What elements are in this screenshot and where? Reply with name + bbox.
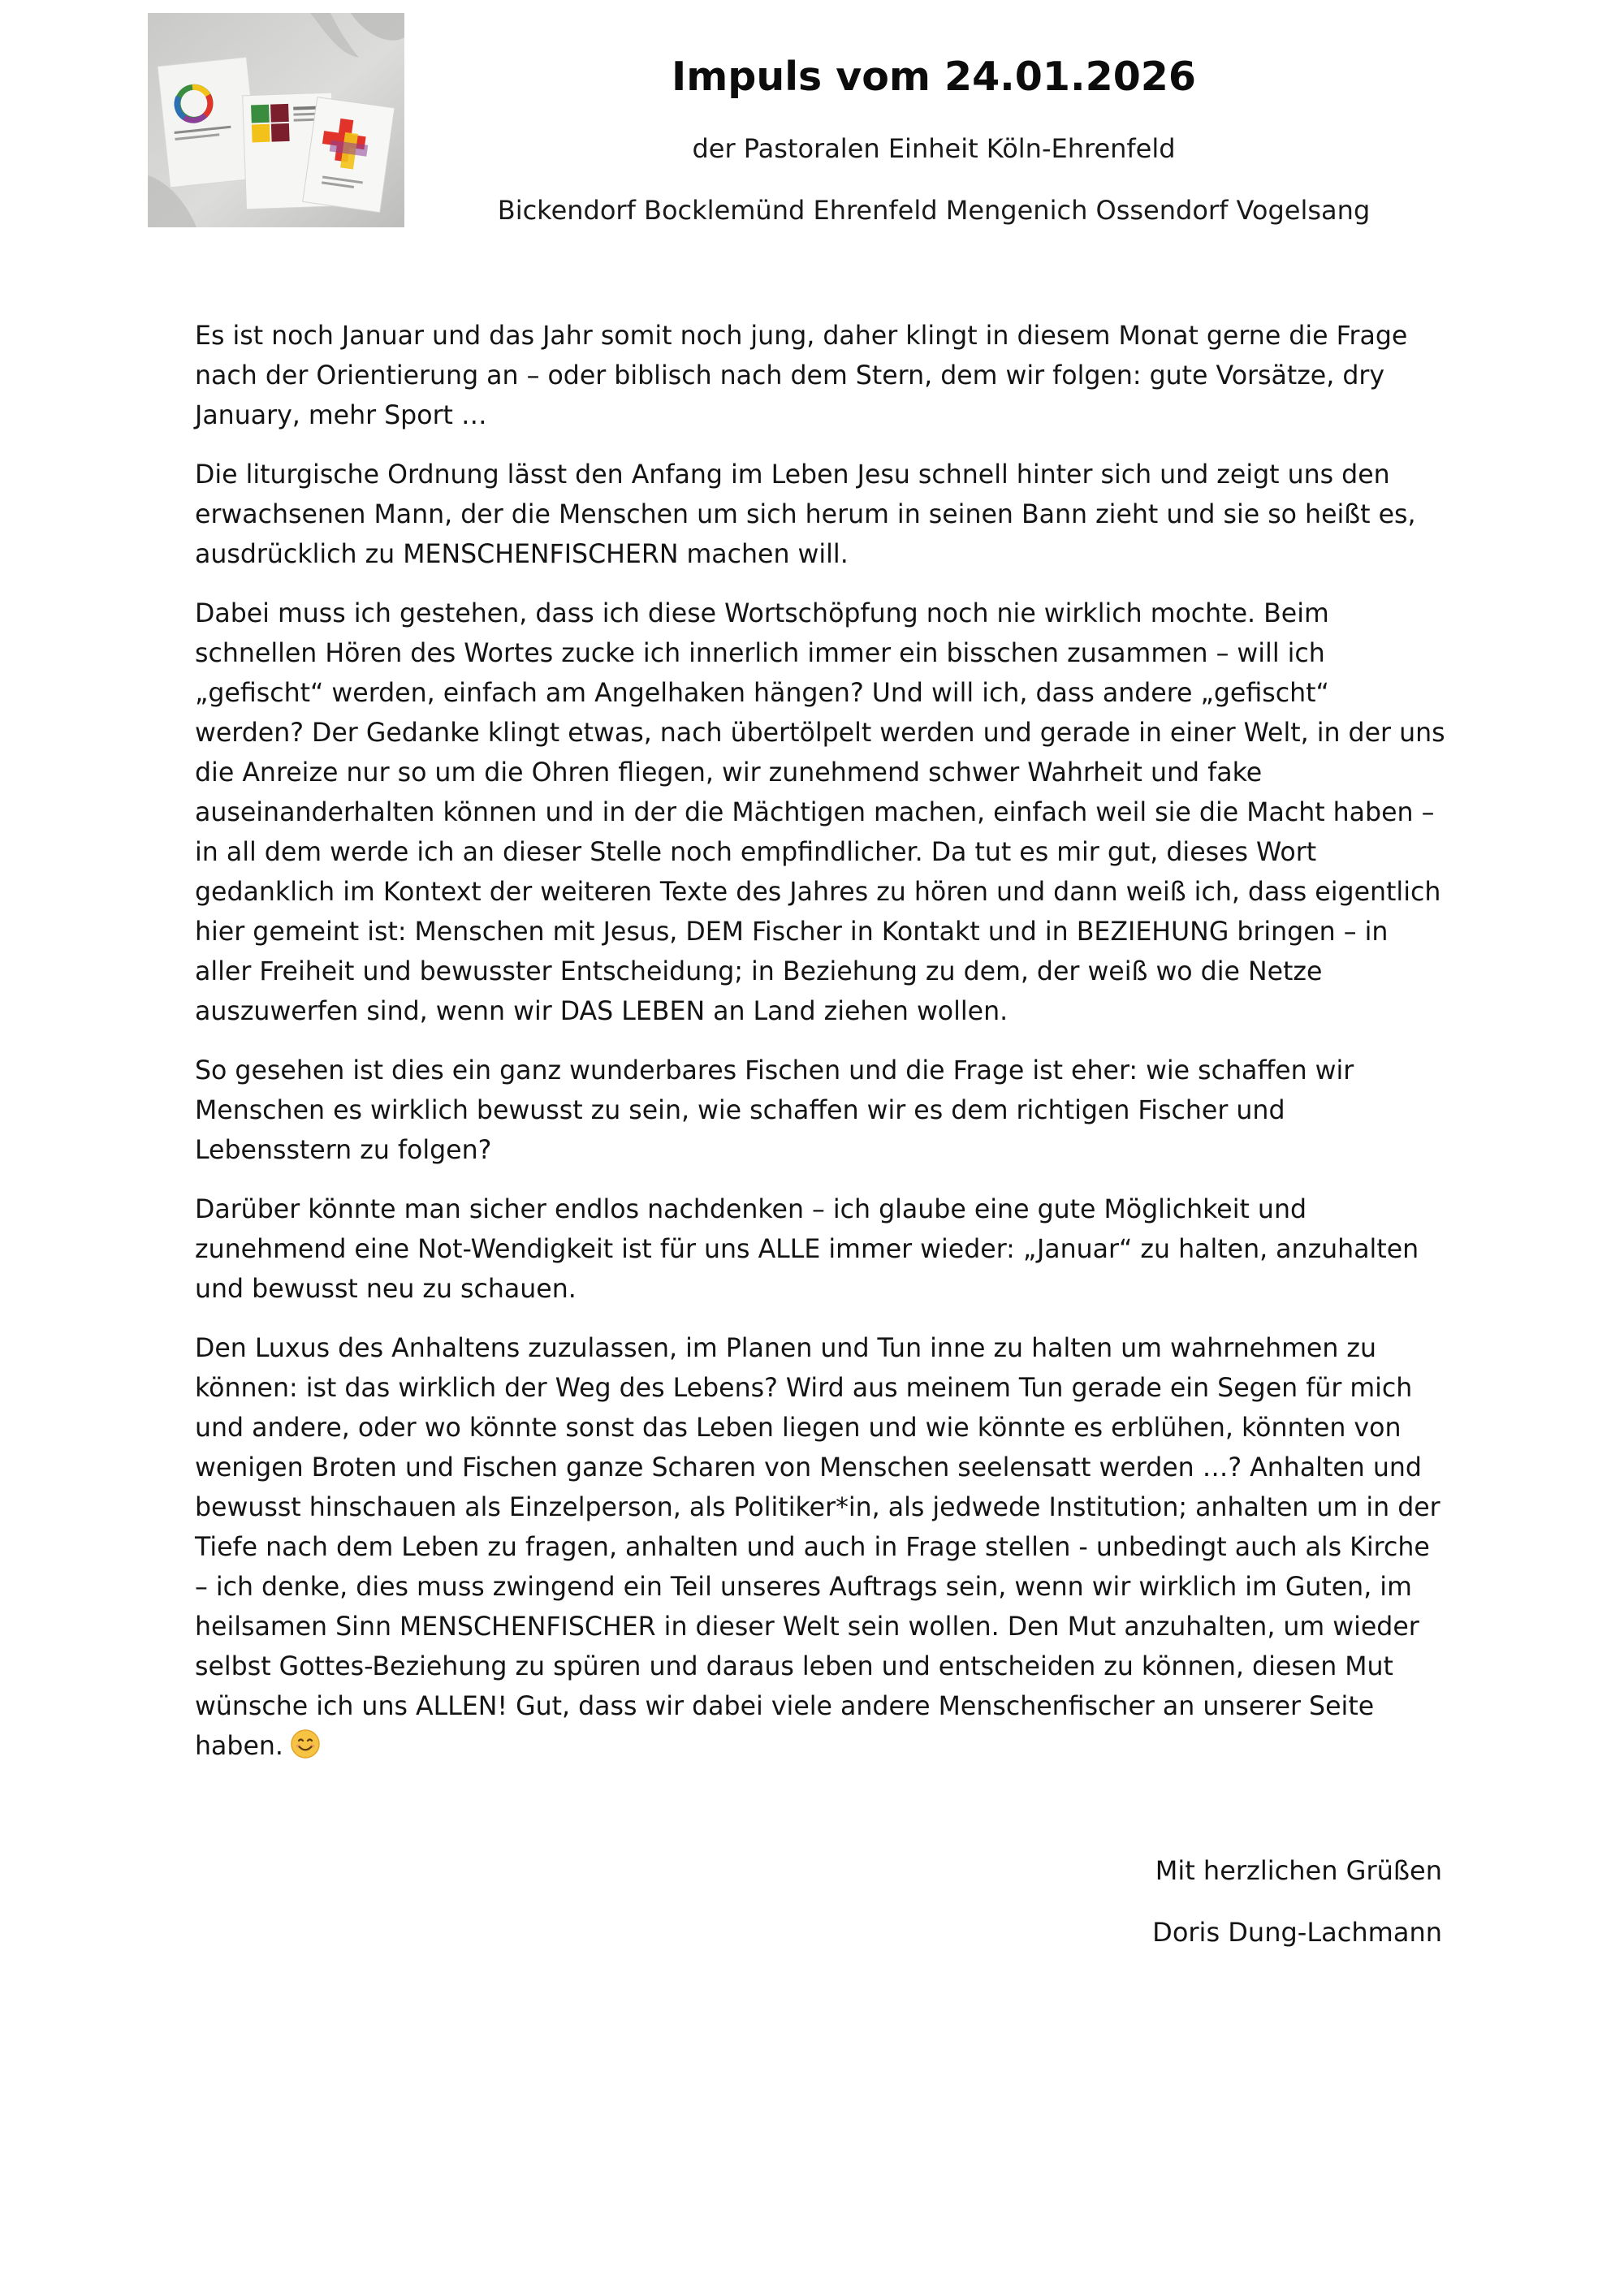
paragraph-1: Es ist noch Januar und das Jahr somit noch jung, daher klingt in diesem Monat gerne die Frage nach der Orientierung an – oder biblisch nach dem Stern, dem wir folgen: gute Vorsätze, dry January, mehr Sport … xyxy=(195,322,1408,430)
smiling-face-icon xyxy=(290,1728,321,1759)
closing-greeting: Mit herzlichen Grüßen xyxy=(1155,1855,1442,1886)
subtitle-pastoral-unit: der Pastoralen Einheit Köln-Ehrenfeld xyxy=(692,133,1176,164)
paragraph-6-wrapper xyxy=(195,1329,1445,1767)
paragraph-5: Darüber könnte man sicher endlos nachdenken – ich glaube eine gute Möglichkeit und zunehmend eine Not-Wendigkeit ist für uns ALLE immer wieder: „Januar“ zu halten, anzuhalten und bewusst neu zu schauen. xyxy=(195,1195,1419,1304)
paragraph-3: Dabei muss ich gestehen, dass ich diese Wortschöpfung noch nie wirklich mochte. Beim schnellen Hören des Wortes zucke ich innerlich immer ein bisschen zusammen – will ich „gefischt“ werden, einfach am Angelhaken hängen? Und will ich, dass andere „gefischt“ werden? Der Gedanke klingt etwas, nach übertölpelt werden und gerade in einer Welt, in der uns die Anreize nur so um die Ohren fliegen, wir zunehmend schwer Wahrheit und fake auseinanderhalten können und in der die Mächtigen machen, einfach weil sie die Macht haben – in all dem werde ich an dieser Stelle noch empfindlicher. Da tut es mir gut, dieses Wort gedanklich im Kontext der weiteren Texte des Jahres zu hören und dann weiß ich, dass eigentlich hier gemeint ist: Menschen mit Jesus, DEM Fischer in Kontakt und in BEZIEHUNG bringen – in aller Freiheit und bewusster Entscheidung; in Beziehung zu dem, der weiß wo die Netze auszuwerfen sind, wenn wir DAS LEBEN an Land ziehen wollen. xyxy=(195,599,1445,1026)
parish-logo xyxy=(148,13,404,227)
paragraph-6: Den Luxus des Anhaltens zuzulassen, im Planen und Tun inne zu halten um wahrnehmen zu können: ist das wirklich der Weg des Lebens? Wird aus meinem Tun gerade ein Segen für mich und andere, oder wo könnte sonst das Leben liegen und wie könnte es erblühen, könnten von wenigen Broten und Fischen ganze Scharen von Menschen seelensatt werden …? Anhalten und bewusst hinschauen als Einzelperson, als Politiker*in, als jedwede Institution; anhalten um in der Tiefe nach dem Leben zu fragen, anhalten und auch in Frage stellen - unbedingt auch als Kirche – ich denke, dies muss zwingend ein Teil unseres Auftrags sein, wenn wir wirklich im Guten, im heilsamen Sinn MENSCHENFISCHER in dieser Welt sein wollen. Den Mut anzuhalten, um wieder selbst Gottes-Beziehung zu spüren und daraus leben und entscheiden zu können, diesen Mut wünsche ich uns ALLEN! Gut, dass wir dabei viele andere Menschenfischer an unserer Seite haben. xyxy=(195,1334,1440,1761)
author-name: Doris Dung-Lachmann xyxy=(1152,1917,1442,1948)
brochures-image xyxy=(148,13,404,227)
page-title: Impuls vom 24.01.2026 xyxy=(672,54,1196,100)
paragraph-4: So gesehen ist dies ein ganz wunderbares Fischen und die Frage ist eher: wie schaffen wir Menschen es wirklich bewusst zu sein, wie schaffen wir es dem richtigen Fischer und Lebensstern zu folgen? xyxy=(195,1056,1354,1165)
closing-block xyxy=(1152,1851,1442,1974)
subtitle-parishes: Bickendorf Bocklemünd Ehrenfeld Mengenich Ossendorf Vogelsang xyxy=(497,195,1371,226)
letter-body xyxy=(195,317,1445,1786)
paragraph-2: Die liturgische Ordnung lässt den Anfang im Leben Jesu schnell hinter sich und zeigt uns den erwachsenen Mann, der die Menschen um sich herum in seinen Bann zieht und sie so heißt es, ausdrücklich zu MENSCHENFISCHERN machen will. xyxy=(195,460,1416,569)
